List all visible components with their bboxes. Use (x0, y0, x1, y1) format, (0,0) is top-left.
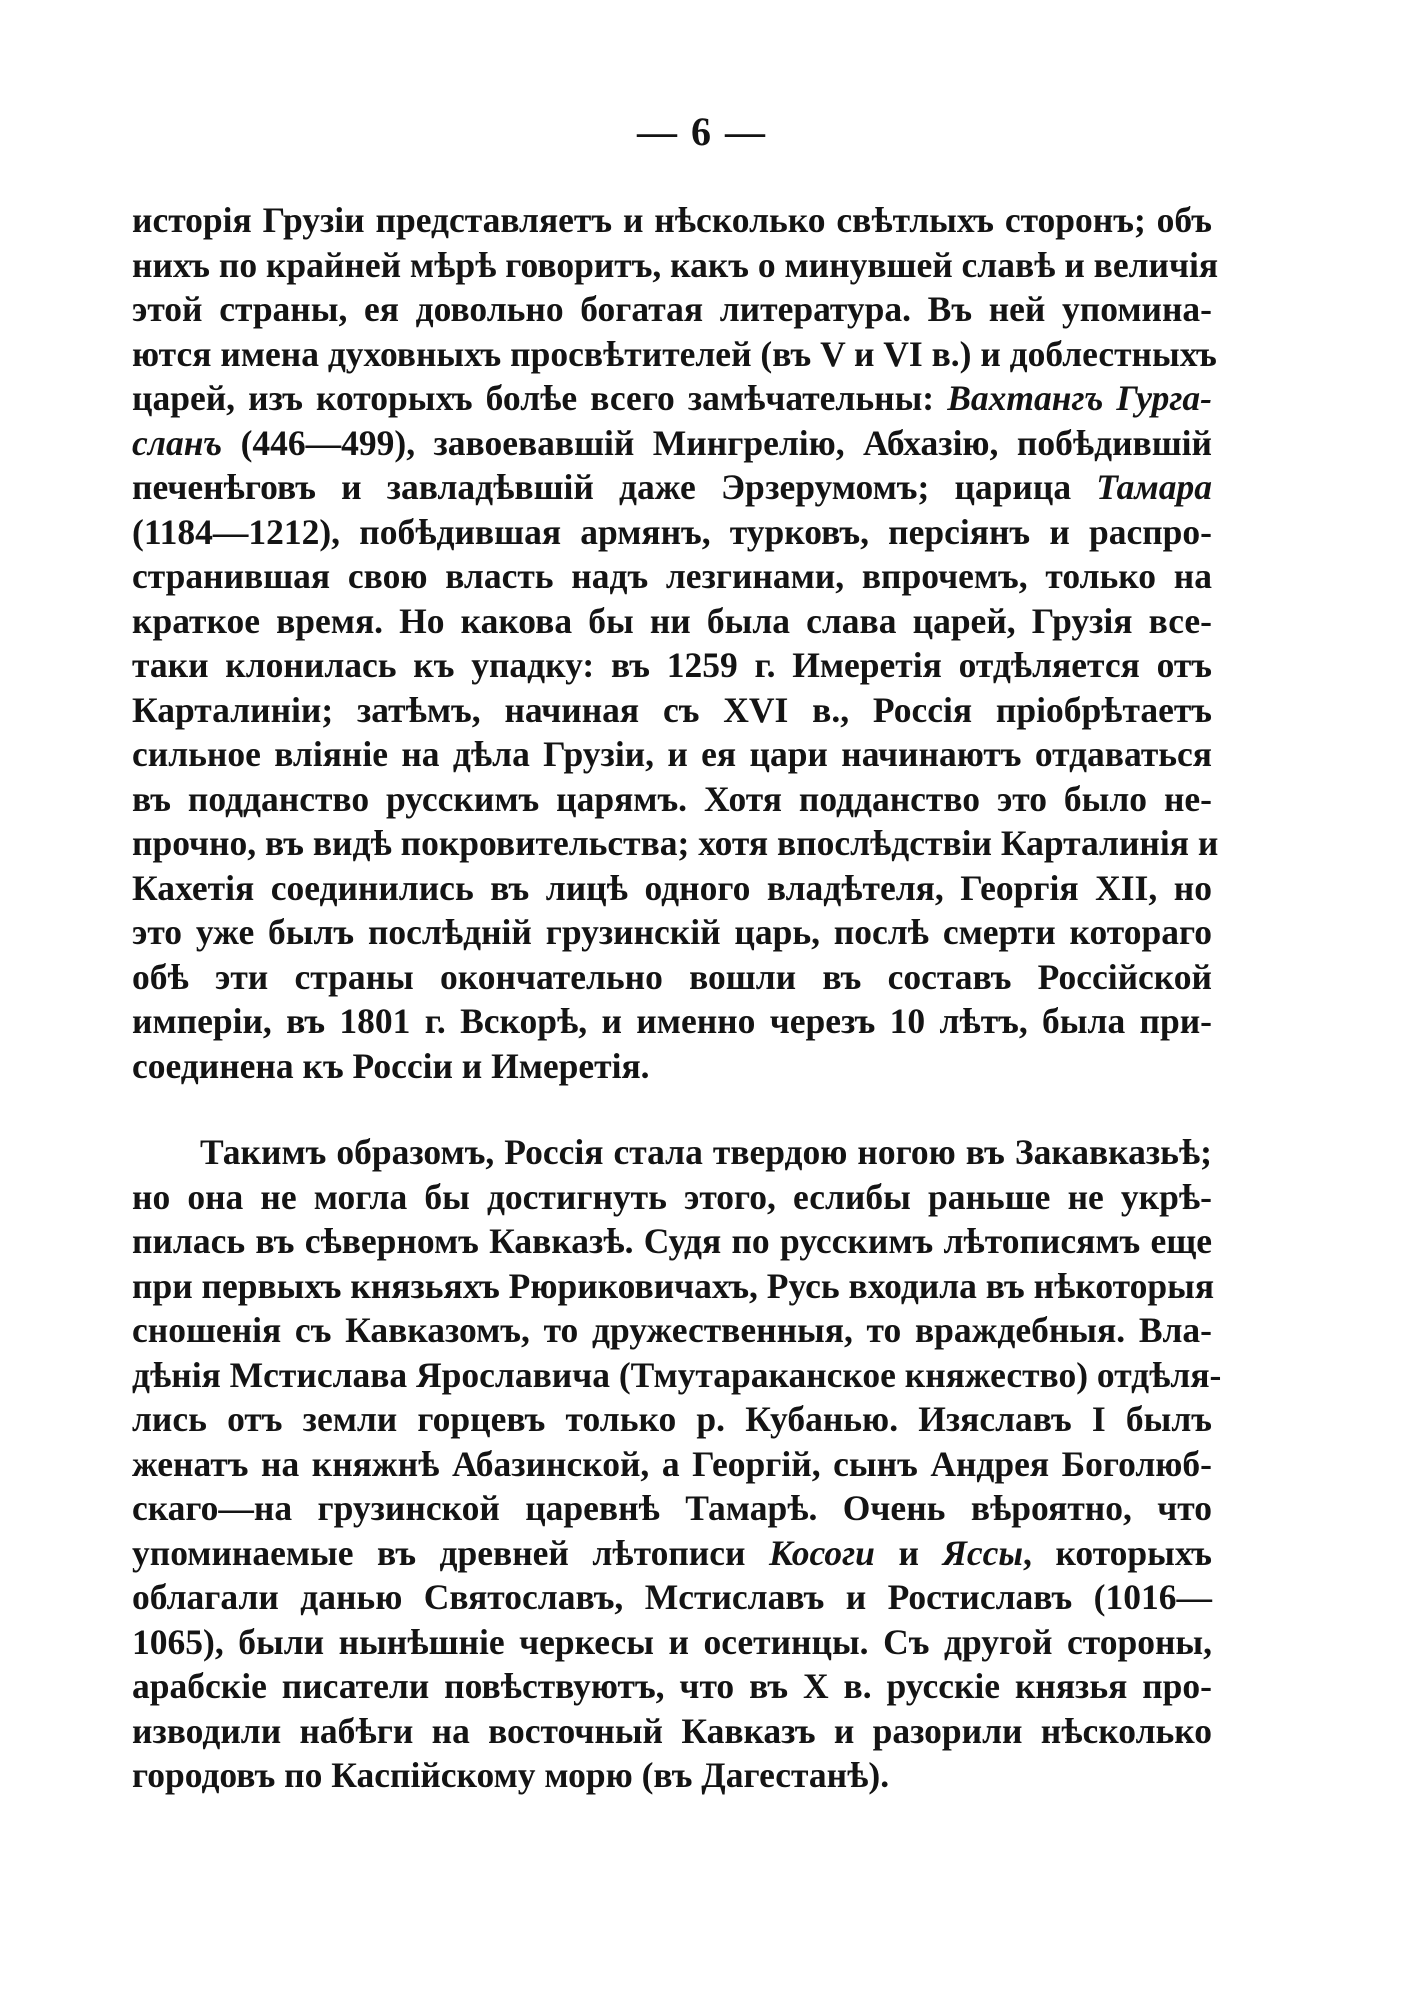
text-line: исторія Грузіи представляетъ и нѣсколько свѣтлыхъ сторонъ; объ (132, 200, 1212, 240)
text-line: ются имена духовныхъ просвѣтителей (въ V и VI в.) и доблестныхъ (132, 333, 1217, 374)
text-line: обѣ эти страны окончательно вошли въ составъ Россійской (132, 956, 1212, 997)
text-line: Карталиніи; затѣмъ, начиная съ XVI в., Россія пріобрѣтаетъ (132, 689, 1212, 730)
text-line: этой страны, ея довольно богатая литература. Въ ней упомина- (132, 289, 1212, 329)
italic-name: Тамара (1096, 467, 1212, 507)
text-run: (446—499), завоевавшій Мингрелію, Абхазію, побѣдившій (222, 422, 1212, 463)
text-line: краткое время. Но какова бы ни была слава царей, Грузія все- (132, 600, 1212, 641)
text-line (132, 1531, 1212, 1576)
italic-name: Косоги (768, 1532, 875, 1573)
text-line: лись отъ земли горцевъ только р. Кубанью. Изяславъ I былъ (132, 1399, 1212, 1439)
text-line: при первыхъ князьяхъ Рюриковичахъ, Русь входила въ нѣкоторыя (132, 1265, 1215, 1306)
text-line: нихъ по крайней мѣрѣ говоритъ, какъ о минувшей славѣ и величія (132, 244, 1219, 285)
text-line: сильное вліяніе на дѣла Грузіи, и ея цари начинаютъ отдаваться (132, 734, 1212, 774)
text-run: и (874, 1532, 943, 1573)
text-line: облагали данью Святославъ, Мстиславъ и Ростиславъ (1016— (132, 1577, 1212, 1617)
text-line: но она не могла бы достигнуть этого, еслибы раньше не укрѣ- (132, 1176, 1212, 1217)
text-line: таки клонилась къ упадку: въ 1259 г. Имеретія отдѣляется отъ (132, 645, 1212, 685)
text-line: это уже былъ послѣдній грузинскій царь, послѣ смерти котораго (132, 912, 1212, 952)
text-line (132, 465, 1212, 510)
text-line: дѣнія Мстислава Ярославича (Тмутараканское княжество) отдѣля- (132, 1354, 1222, 1395)
italic-name: Вахтангъ Гурга- (947, 378, 1212, 418)
page-number: — 6 — (637, 109, 767, 154)
text-line: арабскіе писатели повѣствуютъ, что въ X в. русскіе князья про- (132, 1666, 1212, 1706)
italic-name: Яссы (942, 1532, 1024, 1573)
text-run: , которыхъ (1023, 1532, 1212, 1573)
paragraph-2 (132, 1130, 1222, 1798)
text-run: печенѣговъ и завладѣвшій даже Эрзерумомъ; царица (132, 467, 1097, 507)
text-run: царей, изъ которыхъ болѣе всего замѣчательны: (132, 378, 948, 418)
text-line: Кахетія соединились въ лицѣ одного владѣтеля, Георгія XII, но (132, 867, 1212, 908)
text-line: сношенія съ Кавказомъ, то дружественныя, то враждебныя. Вла- (132, 1310, 1212, 1350)
text-line: прочно, въ видѣ покровительства; хотя впослѣдствіи Карталинія и (132, 823, 1219, 863)
text-line: соединена къ Россіи и Имеретія. (132, 1045, 650, 1086)
text-line: изводили набѣги на восточный Кавказъ и разорили нѣсколько (132, 1710, 1212, 1751)
text-line: (1184—1212), побѣдившая армянъ, турковъ, персіянъ и распро- (132, 511, 1212, 552)
text-line: городовъ по Каспійскому морю (въ Дагестанѣ). (132, 1755, 890, 1795)
text-line: 1065), были нынѣшніе черкесы и осетинцы. Съ другой стороны, (132, 1621, 1212, 1662)
text-line: пилась въ сѣверномъ Кавказѣ. Судя по русскимъ лѣтописямъ еще (132, 1221, 1212, 1261)
text-line: странившая свою власть надъ лезгинами, впрочемъ, только на (132, 556, 1212, 596)
text-line (132, 376, 1212, 421)
text-line: скаго—на грузинской царевнѣ Тамарѣ. Очень вѣроятно, что (132, 1488, 1212, 1528)
paragraph-1 (132, 198, 1219, 1088)
italic-name: сланъ (132, 422, 223, 463)
text-run: упоминаемые въ древней лѣтописи (132, 1532, 769, 1573)
text-line: Такимъ образомъ, Россія стала твердою ногою въ Закавказьѣ; (200, 1132, 1212, 1172)
text-line: въ подданство русскимъ царямъ. Хотя подданство это было не- (132, 778, 1212, 819)
text-line: имперіи, въ 1801 г. Вскорѣ, и именно черезъ 10 лѣтъ, была при- (132, 1001, 1212, 1041)
text-line: женатъ на княжнѣ Абазинской, а Георгій, сынъ Андрея Боголюб- (132, 1443, 1212, 1484)
text-line (132, 421, 1212, 466)
